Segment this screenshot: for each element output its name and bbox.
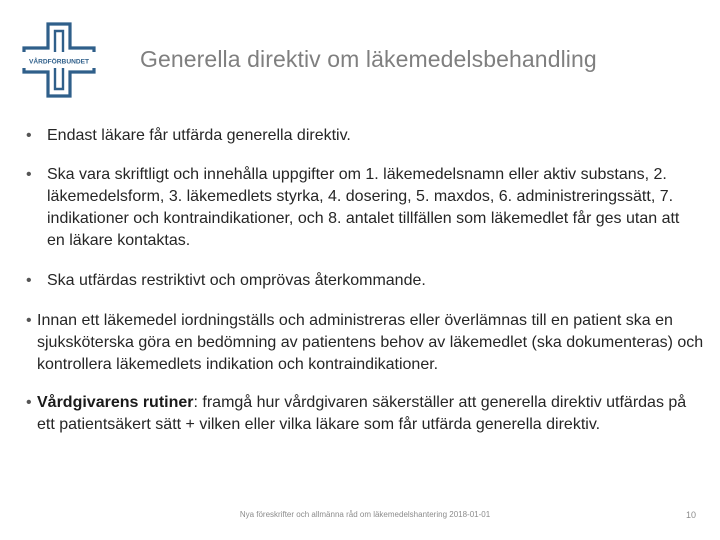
bullet-item [26, 270, 686, 292]
slide-title: Generella direktiv om läkemedelsbehandling [140, 46, 597, 72]
logo-text: VÅRDFÖRBUNDET [28, 58, 90, 66]
bullet-text: Ska utfärdas restriktivt och omprövas återkommande. [47, 272, 426, 289]
bullet-text: Endast läkare får utfärda generella direktiv. [47, 127, 351, 144]
bullet-item [26, 125, 686, 147]
bullet-text-rich [26, 392, 706, 436]
bullet-marker: • [26, 272, 32, 289]
bullet-text: : framgå hur vårdgivaren säkerställer att generella direktiv utfärdas på ett patientsäkert sätt + vilken eller vilka läkare som får utfärda generella direktiv. [37, 394, 687, 433]
bullet-text: Innan ett läkemedel iordningställs och administreras eller överlämnas till en patient ska en sjuksköterska göra en bedömning av patientens behov av läkemedlet (ska dokumenteras) och kontrollera läkemedlets indikation och kontraindikationer. [37, 312, 704, 373]
bullet-marker: • [26, 312, 32, 329]
page-number: 10 [685, 510, 696, 520]
bullet-marker: • [26, 166, 32, 183]
slide-footer: Nya föreskrifter och allmänna råd om läkemedelshantering 2018-01-01 [239, 510, 491, 519]
bullet-marker: • [26, 127, 32, 144]
bullet-bold-lead: Vårdgivarens rutiner [37, 394, 194, 411]
bullet-item [26, 310, 706, 376]
bullet-marker: • [26, 394, 32, 411]
bullet-item [26, 164, 686, 252]
bullet-text: Ska vara skriftligt och innehålla uppgifter om 1. läkemedelsnamn eller aktiv substans, 2. läkemedelsform, 3. läkemedlets styrka, 4. dosering, 5. maxdos, 6. administreringssätt, 7. indikationer och kontraindikationer, och 8. antalet tillfällen som läkemedlet får ges utan att en läkare kontaktas. [47, 166, 680, 249]
bullet-item [26, 392, 706, 436]
